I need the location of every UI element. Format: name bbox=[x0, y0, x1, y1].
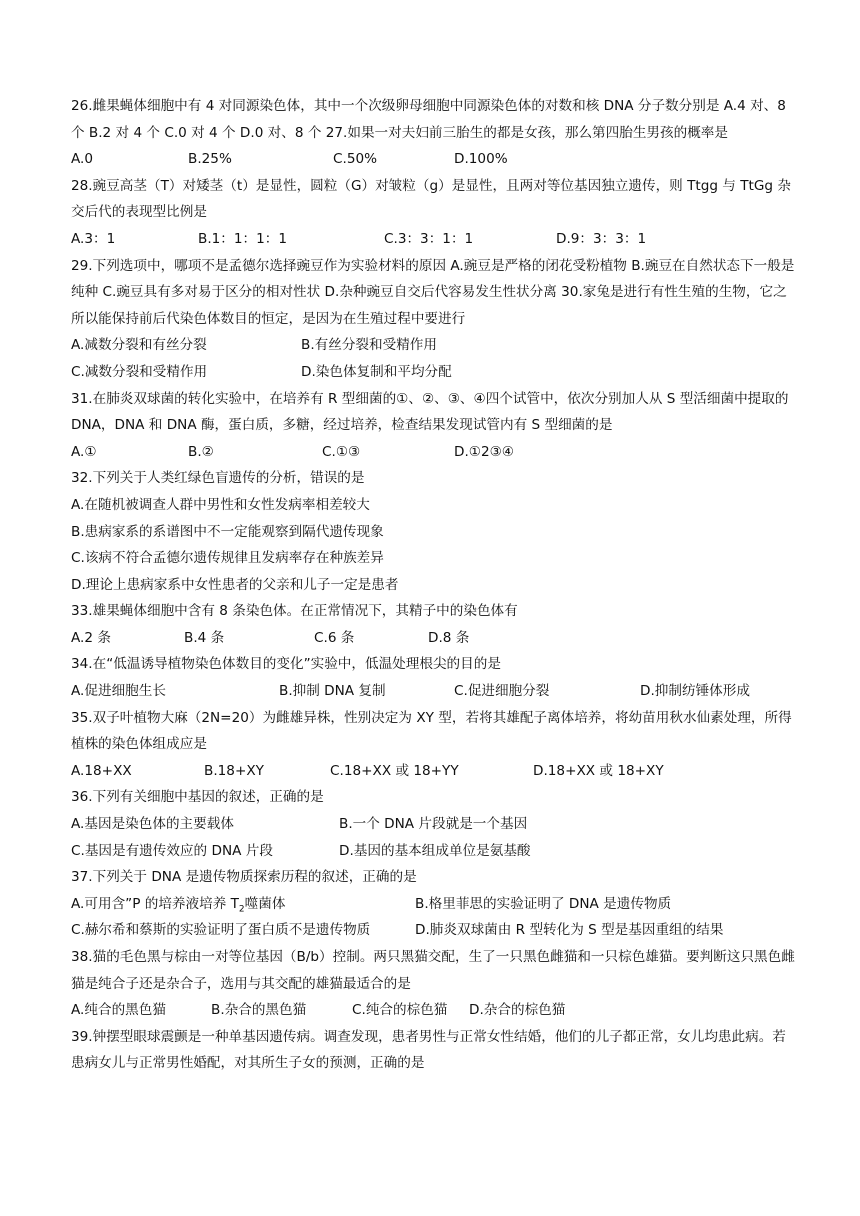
question-32-text: 32.下列关于人类红绿色盲遗传的分析，错误的是 bbox=[71, 470, 365, 487]
option-a-prefix: A.可用含”P 的培养液培养 T bbox=[71, 895, 239, 912]
option-b: B.有丝分裂和受精作用 bbox=[301, 337, 437, 354]
option-d: D.8 条 bbox=[428, 629, 470, 646]
option-c: C.基因是有遗传效应的 DNA 片段 bbox=[71, 842, 273, 859]
question-31-options bbox=[71, 439, 796, 466]
option-c: C.赫尔希和蔡斯的实验证明了蛋白质不是遗传物质 bbox=[71, 922, 371, 939]
question-36-text: 36.下列有关细胞中基因的叙述，正确的是 bbox=[71, 789, 324, 806]
option-d: D.100% bbox=[454, 151, 508, 168]
question-34-text: 34.在“低温诱导植物染色体数目的变化”实验中，低温处理根尖的目的是 bbox=[71, 656, 501, 673]
option-b: B.杂合的黑色猫 bbox=[211, 1002, 307, 1019]
option-c: C.促进细胞分裂 bbox=[454, 683, 550, 700]
question-37-options-row1 bbox=[71, 891, 796, 918]
question-28-text: 28.豌豆高茎（T）对矮茎（t）是显性，圆粒（G）对皱粒（g）是显性，且两对等位基因独立遗传，则 Ttgg 与 TtGg 杂交后代的表现型比例是 bbox=[71, 177, 791, 221]
option-b: B.② bbox=[188, 443, 214, 460]
question-35-text: 35.双子叶植物大麻（2N=20）为雌雄异株，性别决定为 XY 型，若将其雄配子离体培养，将幼苗用秋水仙素处理，所得植株的染色体组成应是 bbox=[71, 709, 792, 753]
question-37-text: 37.下列关于 DNA 是遗传物质探索历程的叙述，正确的是 bbox=[71, 869, 417, 886]
option-a: A.基因是染色体的主要载体 bbox=[71, 816, 234, 833]
option-b: B.一个 DNA 片段就是一个基因 bbox=[339, 816, 528, 833]
question-28-options bbox=[71, 226, 796, 253]
question-30-options-row2 bbox=[71, 359, 796, 386]
question-36-options-row2 bbox=[71, 838, 796, 865]
option-b: B.患病家系的系谱图中不一定能观察到隔代遗传现象 bbox=[71, 523, 384, 540]
question-31-text: 31.在肺炎双球菌的转化实验中，在培养有 R 型细菌的①、②、③、④四个试管中，依次分别加人从 S 型活细菌中提取的 DNA，DNA 和 DNA 酶，蛋白质，多糖，经过培养，检查结果发现试管内有 S 型细菌的是 bbox=[71, 390, 789, 434]
question-list bbox=[71, 93, 796, 1077]
option-a: A.在随机被调查人群中男性和女性发病率相差较大 bbox=[71, 496, 370, 513]
question-36-options-row1 bbox=[71, 811, 796, 838]
option-b: B.25% bbox=[188, 151, 232, 168]
question-38-text: 38.猫的毛色黑与棕由一对等位基因（B/b）控制。两只黑猫交配，生了一只黑色雌猫和一只棕色雄猫。要判断这只黑色雌猫是纯合子还是杂合子，选用与其交配的雄猫最适合的是 bbox=[71, 949, 795, 992]
t2-subscript: 2 bbox=[238, 904, 245, 915]
question-33-text: 33.雄果蝇体细胞中含有 8 条染色体。在正常情况下，其精子中的染色体有 bbox=[71, 603, 518, 620]
question-33-options bbox=[71, 625, 796, 652]
option-a: A.18+XX bbox=[71, 762, 132, 779]
option-c: C.①③ bbox=[322, 443, 361, 460]
option-a: A.0 bbox=[71, 151, 94, 168]
option-c: C.减数分裂和受精作用 bbox=[71, 363, 208, 380]
question-26-27-text: 26.雌果蝇体细胞中有 4 对同源染色体，其中一个次级卵母细胞中同源染色体的对数和核 DNA 分子数分别是 A.4 对、8 个 B.2 对 4 个 C.0 对 4 个 D.0 对、8 个 27.如果一对夫妇前三胎生的都是女孩，那么第四胎生男孩的概率是 bbox=[71, 98, 786, 141]
option-d: D.杂合的棕色猫 bbox=[469, 1002, 566, 1019]
option-a: A.3：1 bbox=[71, 230, 116, 247]
option-c: C.6 条 bbox=[314, 629, 355, 646]
question-29-30-text: 29.下列选项中，哪项不是孟德尔选择豌豆作为实验材料的原因 A.豌豆是严格的闭花受粉植物 B.豌豆在自然状态下一般是纯种 C.豌豆具有多对易于区分的相对性状 D.杂种豌豆自交后代容易发生性状分离 30.家兔是进行有性生殖的生物，它之所以能保持前后代染色体数目的恒定，是因为在生殖过程中要进行 bbox=[71, 257, 795, 327]
option-d: D.①2③④ bbox=[454, 443, 514, 460]
option-d: D.染色体复制和平均分配 bbox=[301, 363, 452, 380]
option-a: A.2 条 bbox=[71, 629, 111, 646]
option-a bbox=[71, 891, 415, 918]
option-b: B.抑制 DNA 复制 bbox=[279, 683, 386, 700]
question-39-text: 39.钟摆型眼球震颤是一种单基因遗传病。调查发现，患者男性与正常女性结婚，他们的儿子都正常，女儿均患此病。若患病女儿与正常男性婚配，对其所生子女的预测，正确的是 bbox=[71, 1028, 786, 1072]
option-a: A.纯合的黑色猫 bbox=[71, 1002, 166, 1019]
question-30-options-row1 bbox=[71, 332, 796, 359]
option-c: C.该病不符合孟德尔遗传规律且发病率存在种族差异 bbox=[71, 550, 384, 567]
option-b: B.18+XY bbox=[204, 762, 264, 779]
option-a: A.减数分裂和有丝分裂 bbox=[71, 337, 207, 354]
option-d: D.理论上患病家系中女性患者的父亲和儿子一定是患者 bbox=[71, 576, 399, 593]
option-c: C.50% bbox=[333, 151, 378, 168]
option-b: B.1：1：1：1 bbox=[198, 230, 288, 247]
option-c: C.纯合的棕色猫 bbox=[352, 1002, 448, 1019]
question-35-options bbox=[71, 758, 796, 785]
option-a: A.促进细胞生长 bbox=[71, 683, 166, 700]
option-d: D.抑制纺锤体形成 bbox=[640, 683, 750, 700]
option-c: C.18+XX 或 18+YY bbox=[330, 762, 459, 779]
option-d: D.基因的基本组成单位是氨基酸 bbox=[339, 842, 531, 859]
option-d: D.18+XX 或 18+XY bbox=[533, 762, 664, 779]
question-38-options bbox=[71, 997, 796, 1024]
question-34-options bbox=[71, 678, 796, 705]
option-b: B.4 条 bbox=[184, 629, 225, 646]
option-b: B.格里菲思的实验证明了 DNA 是遗传物质 bbox=[415, 895, 672, 912]
option-d: D.肺炎双球菌由 R 型转化为 S 型是基因重组的结果 bbox=[415, 922, 724, 939]
question-37-options-row2 bbox=[71, 917, 796, 944]
option-d: D.9：3：3：1 bbox=[556, 230, 647, 247]
option-a-suffix: 噬菌体 bbox=[244, 895, 286, 912]
option-a: A.① bbox=[71, 443, 97, 460]
question-27-options bbox=[71, 146, 796, 173]
option-c: C.3：3：1：1 bbox=[384, 230, 474, 247]
